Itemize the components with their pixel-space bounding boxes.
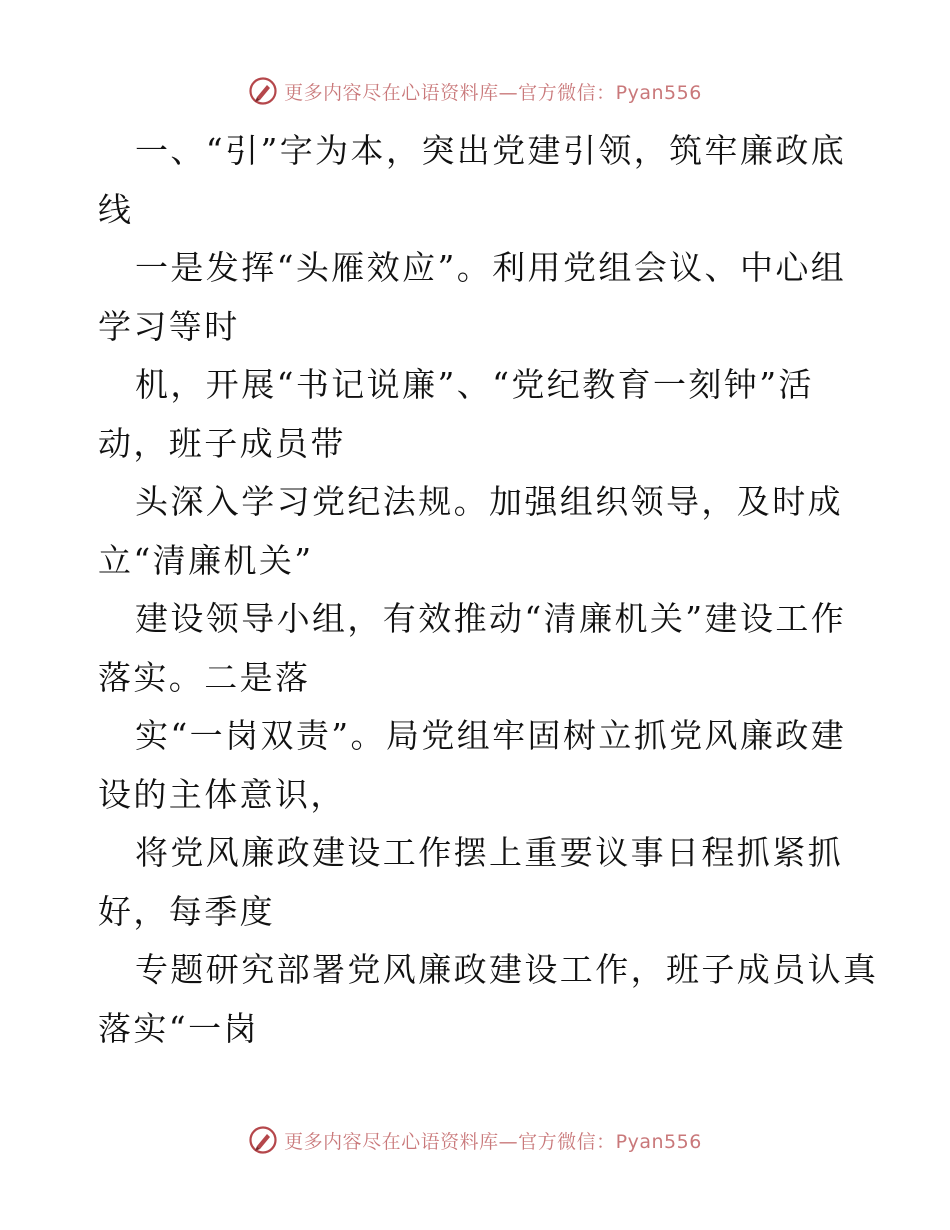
paragraph-line: 落实“一岗 — [98, 1008, 259, 1048]
paragraph-line: 建设领导小组，有效推动“清廉机关”建设工作 — [135, 599, 847, 638]
paragraph-line: 一、“引”字为本，突出党建引领，筑牢廉政底 — [135, 131, 847, 170]
paragraph-line: 一是发挥“头雁效应”。利用党组会议、中心组 — [135, 248, 847, 287]
paragraph-line: 机，开展“书记说廉”、“党纪教育一刻钟”活 — [135, 365, 814, 404]
paragraph-line: 落实。二是落 — [98, 657, 311, 697]
paragraph-line: 头深入学习党纪法规。加强组织领导，及时成 — [135, 482, 843, 521]
pen-logo-icon — [248, 76, 278, 106]
paragraph — [98, 590, 858, 707]
pen-logo-icon — [248, 1125, 278, 1155]
footer-watermark — [0, 1120, 950, 1160]
paragraph-line: 专题研究部署党风廉政建设工作，班子成员认真 — [135, 950, 879, 989]
paragraph-line: 动，班子成员带 — [98, 423, 346, 463]
watermark-text: 更多内容尽在心语资料库—官方微信：Pyan556 — [284, 1130, 702, 1153]
paragraph-line: 立“清廉机关” — [98, 540, 314, 580]
document-body — [98, 122, 879, 1058]
paragraph — [98, 473, 858, 590]
paragraph-line: 线 — [98, 189, 134, 229]
paragraph — [98, 356, 858, 473]
paragraph-line: 设的主体意识， — [98, 774, 346, 814]
paragraph — [98, 707, 858, 824]
paragraph-line: 学习等时 — [98, 306, 240, 346]
watermark-text: 更多内容尽在心语资料库—官方微信：Pyan556 — [284, 81, 702, 104]
paragraph — [98, 122, 858, 239]
paragraph-line: 好，每季度 — [98, 891, 275, 931]
paragraph — [98, 824, 858, 941]
header-watermark — [0, 71, 950, 111]
paragraph — [98, 239, 858, 356]
paragraph-line: 实“一岗双责”。局党组牢固树立抓党风廉政建 — [135, 716, 847, 755]
paragraph — [98, 941, 879, 1058]
paragraph-line: 将党风廉政建设工作摆上重要议事日程抓紧抓 — [135, 833, 843, 872]
